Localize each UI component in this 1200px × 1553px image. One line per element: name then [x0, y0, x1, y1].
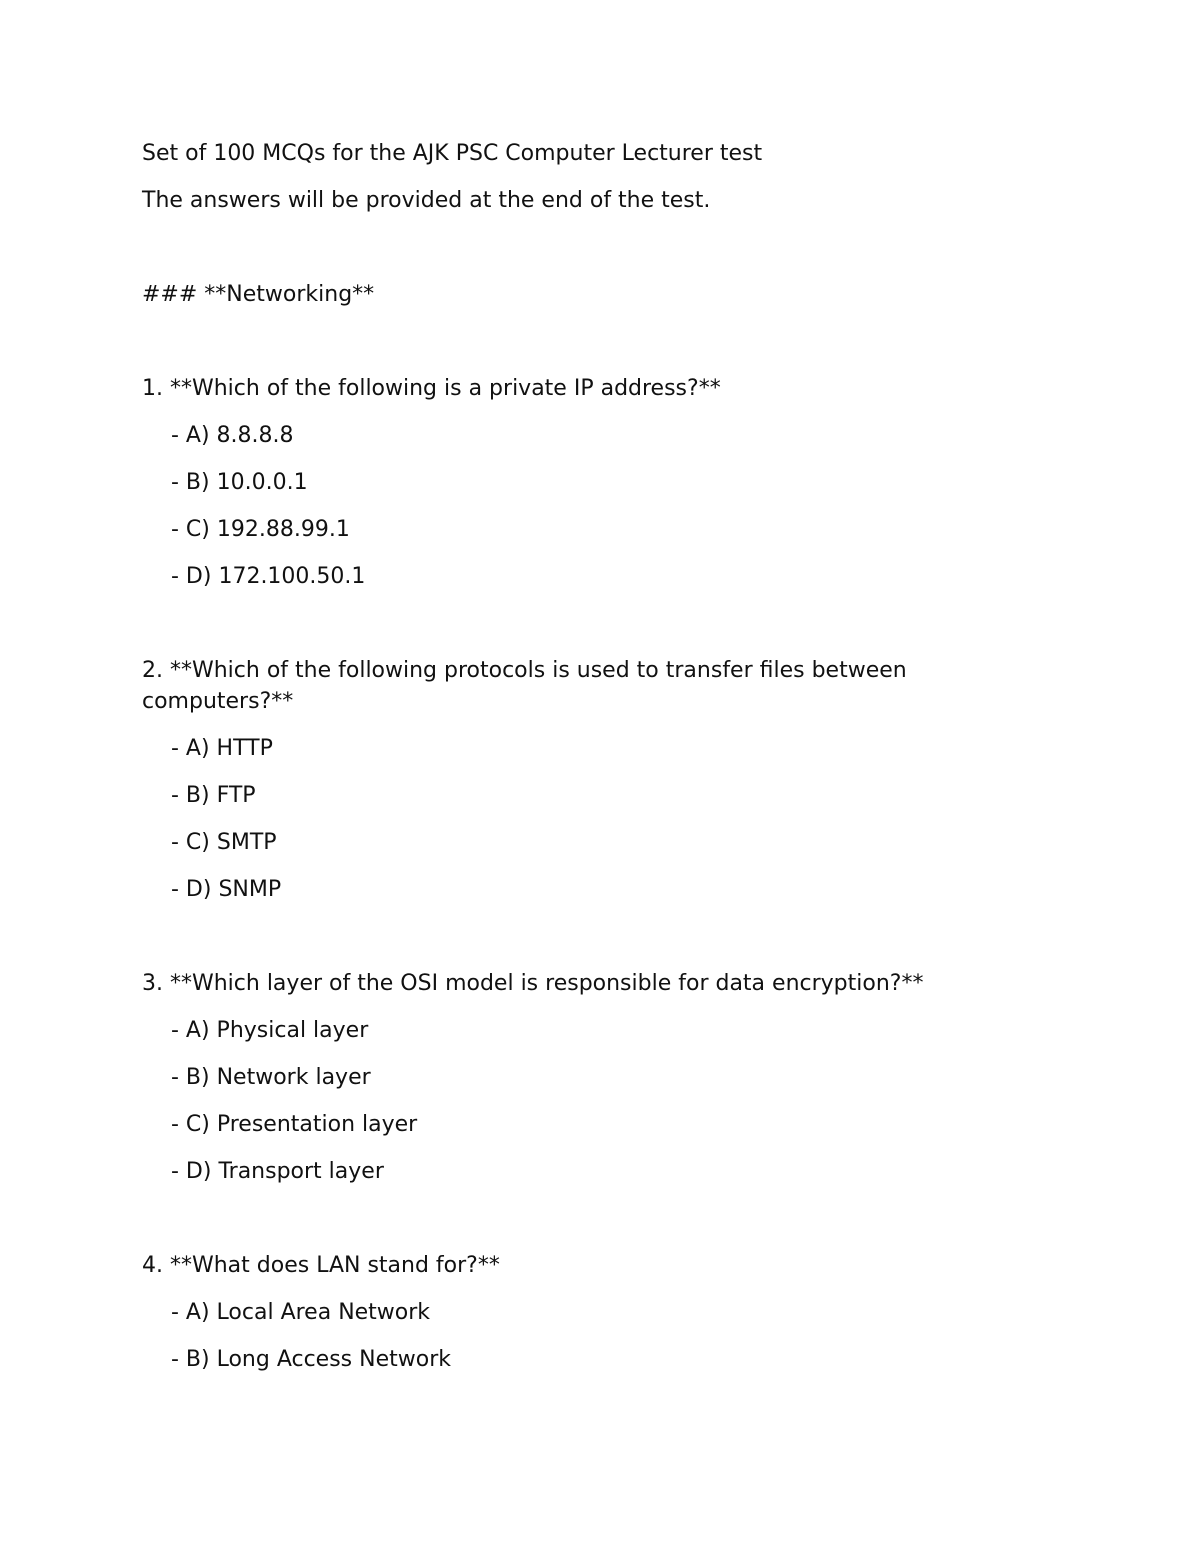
question-3 [142, 968, 1042, 1187]
question-1 [142, 373, 1042, 592]
question-text: 1. **Which of the following is a private IP address?** [142, 376, 721, 401]
option-a: - A) Physical layer [171, 1018, 369, 1043]
option-b: - B) Network layer [171, 1065, 371, 1090]
option-d: - D) SNMP [171, 877, 282, 902]
option-c: - C) Presentation layer [171, 1112, 418, 1137]
document-subtitle: The answers will be provided at the end of the test. [142, 188, 711, 213]
question-4 [142, 1250, 1042, 1375]
question-text: 4. **What does LAN stand for?** [142, 1253, 500, 1278]
option-b: - B) FTP [171, 783, 256, 808]
option-d: - D) 172.100.50.1 [171, 564, 366, 589]
option-b: - B) Long Access Network [171, 1347, 451, 1372]
option-a: - A) 8.8.8.8 [171, 423, 294, 448]
option-c: - C) SMTP [171, 830, 277, 855]
option-d: - D) Transport layer [171, 1159, 384, 1184]
question-text: 3. **Which layer of the OSI model is responsible for data encryption?** [142, 971, 924, 996]
document-title: Set of 100 MCQs for the AJK PSC Computer Lecturer test [142, 141, 763, 166]
option-b: - B) 10.0.0.1 [171, 470, 308, 495]
question-2 [142, 655, 1042, 905]
option-c: - C) 192.88.99.1 [171, 517, 350, 542]
section-heading: ### **Networking** [142, 282, 375, 307]
option-a: - A) HTTP [171, 736, 273, 761]
option-a: - A) Local Area Network [171, 1300, 431, 1325]
document-page [142, 138, 1042, 1375]
question-text: 2. **Which of the following protocols is used to transfer files between computers?** [142, 658, 914, 714]
